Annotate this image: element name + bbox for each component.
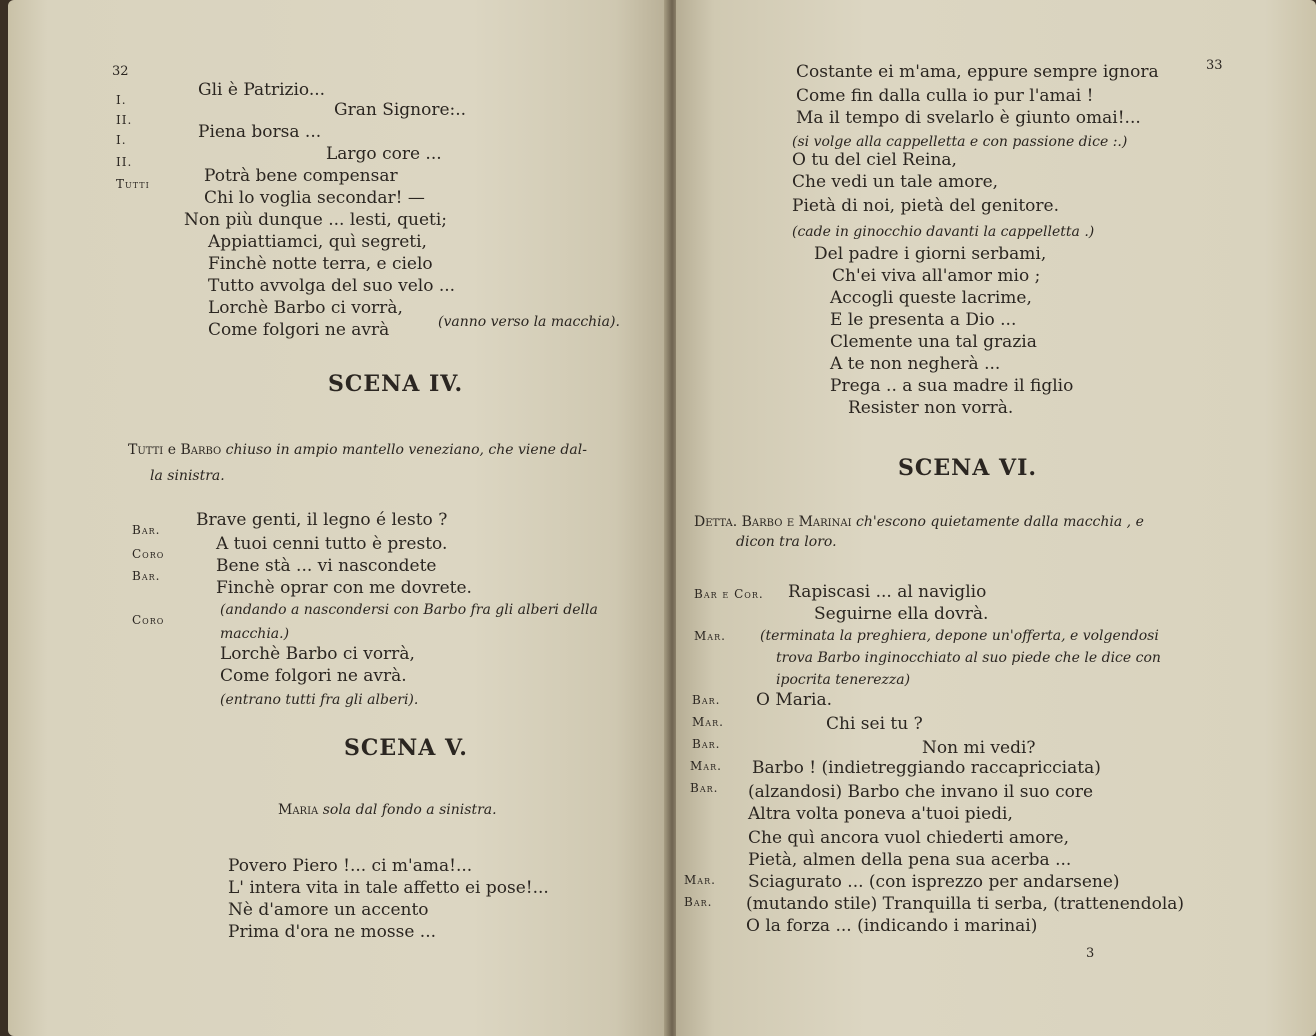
- verse-line: Ch'ei viva all'amor mio ;: [832, 266, 1041, 286]
- speaker-label: Tutti: [116, 177, 150, 191]
- stage-direction: macchia.): [220, 626, 290, 642]
- stage-direction: (si volge alla cappelletta e con passione dice :.): [792, 134, 1128, 150]
- stage-direction: (entrano tutti fra gli alberi).: [220, 692, 419, 708]
- verse-line: O Maria.: [756, 690, 832, 710]
- verse-line: A te non negherà ...: [830, 354, 1001, 374]
- scene-title: SCENA VI.: [898, 455, 1038, 481]
- speaker-label: II.: [116, 155, 133, 169]
- page-number: 32: [112, 64, 129, 79]
- speaker-label: I.: [116, 93, 127, 107]
- verse-line: E le presenta a Dio ...: [830, 310, 1017, 330]
- stage-direction: (andando a nascondersi con Barbo fra gli alberi della: [220, 602, 598, 618]
- verse-line: Prega .. a sua madre il figlio: [830, 376, 1074, 396]
- verse-line: L' intera vita in tale affetto ei pose!...: [228, 878, 549, 898]
- verse-line: A tuoi cenni tutto è presto.: [216, 534, 448, 554]
- scene-title: SCENA IV.: [328, 371, 464, 397]
- speaker-label: Bar.: [692, 737, 721, 751]
- speaker-label: Coro: [132, 547, 165, 561]
- verse-line: Finchè oprar con me dovrete.: [216, 578, 472, 598]
- verse-line: Povero Piero !... ci m'ama!...: [228, 856, 473, 876]
- verse-line: Piena borsa ...: [198, 122, 322, 142]
- intro-caps: Detta. Barbo e Marinai: [694, 514, 852, 530]
- verse-line: Costante ei m'ama, eppure sempre ignora: [796, 62, 1159, 82]
- intro-caps: Barbo: [180, 442, 222, 458]
- speaker-label: Mar.: [684, 873, 716, 887]
- verse-line: Finchè notte terra, e cielo: [208, 254, 433, 274]
- intro-text: chiuso in ampio mantello veneziano, che viene dal-: [225, 442, 587, 458]
- verse-line: Lorchè Barbo ci vorrà,: [208, 298, 403, 318]
- intro-caps: Maria: [278, 802, 319, 818]
- verse-line: Appiattiamci, quì segreti,: [208, 232, 427, 252]
- scene-intro: [694, 512, 1144, 532]
- verse-line: Ma il tempo di svelarlo è giunto omai!...: [796, 108, 1141, 128]
- speaker-label: Bar.: [684, 895, 713, 909]
- verse-line: Altra volta poneva a'tuoi piedi,: [748, 804, 1013, 824]
- signature-mark: 3: [1086, 946, 1095, 961]
- stage-direction: ipocrita tenerezza): [776, 672, 911, 688]
- verse-line: Chi lo voglia secondar! —: [204, 188, 425, 208]
- speaker-label: Mar.: [692, 715, 724, 729]
- verse-line: (mutando stile) Tranquilla ti serba, (trattenendola): [746, 894, 1185, 914]
- verse-line: Del padre i giorni serbami,: [814, 244, 1047, 264]
- verse-line: O tu del ciel Reina,: [792, 150, 957, 170]
- verse-line: Barbo ! (indietreggiando raccapricciata): [752, 758, 1101, 778]
- left-page: [8, 0, 668, 1036]
- verse-line: Rapiscasi ... al naviglio: [788, 582, 987, 602]
- speaker-label: I.: [116, 133, 127, 147]
- speaker-label: Bar.: [690, 781, 719, 795]
- verse-line: Che vedi un tale amore,: [792, 172, 999, 192]
- intro-text: la sinistra.: [150, 468, 225, 484]
- stage-direction: trova Barbo inginocchiato al suo piede che le dice con: [776, 650, 1161, 666]
- verse-line: (alzandosi) Barbo che invano il suo core: [748, 782, 1094, 802]
- speaker-label: Bar.: [132, 523, 161, 537]
- verse-line: Pietà, almen della pena sua acerba ...: [748, 850, 1072, 870]
- verse-line: Non mi vedi?: [922, 738, 1036, 758]
- verse-line: Gran Signore:..: [334, 100, 467, 120]
- verse-line: Resister non vorrà.: [848, 398, 1014, 418]
- stage-direction: (cade in ginocchio davanti la cappelletta .): [792, 224, 1095, 240]
- verse-line: Chi sei tu ?: [826, 714, 923, 734]
- verse-line: Pietà di noi, pietà del genitore.: [792, 196, 1059, 216]
- scene-intro: Tutti e Barbo chiuso in ampio mantello veneziano, che viene dal-: [128, 442, 587, 458]
- scene-title: SCENA V.: [344, 735, 468, 761]
- verse-line: Non più dunque ... lesti, queti;: [184, 210, 448, 230]
- verse-line: Come folgori ne avrà.: [220, 666, 407, 686]
- stage-direction: (vanno verso la macchia).: [438, 314, 620, 330]
- verse-line: Nè d'amore un accento: [228, 900, 429, 920]
- verse-line: Clemente una tal grazia: [830, 332, 1037, 352]
- speaker-label: Coro: [132, 613, 165, 627]
- verse-line: Accogli queste lacrime,: [830, 288, 1032, 308]
- page-number: 33: [1206, 58, 1223, 73]
- verse-line: Seguirne ella dovrà.: [814, 604, 989, 624]
- speaker-label: Bar e Cor.: [694, 587, 764, 601]
- verse-line: Lorchè Barbo ci vorrà,: [220, 644, 415, 664]
- speaker-label: Bar.: [692, 693, 721, 707]
- speaker-label: II.: [116, 113, 133, 127]
- verse-line: O la forza ... (indicando i marinai): [746, 916, 1038, 936]
- verse-line: Che quì ancora vuol chiederti amore,: [748, 828, 1070, 848]
- verse-line: Potrà bene compensar: [204, 166, 398, 186]
- verse-line: Come fin dalla culla io pur l'amai !: [796, 86, 1094, 106]
- verse-line: Bene stà ... vi nascondete: [216, 556, 437, 576]
- verse-line: Brave genti, il legno é lesto ?: [196, 510, 448, 530]
- speaker-label: Mar.: [694, 629, 726, 643]
- intro-text: dicon tra loro.: [736, 534, 837, 550]
- verse-line: Gli è Patrizio...: [198, 80, 326, 100]
- intro-text: sola dal fondo a sinistra.: [322, 802, 497, 818]
- verse-line: Prima d'ora ne mosse ...: [228, 922, 437, 942]
- intro-text: ch'escono quietamente dalla macchia , e: [856, 514, 1144, 530]
- verse-line: Sciagurato ... (con isprezzo per andarsene): [748, 872, 1120, 892]
- intro-caps: Tutti: [128, 442, 164, 458]
- verse-line: Largo core ...: [326, 144, 442, 164]
- speaker-label: Mar.: [690, 759, 722, 773]
- scene-intro: [278, 800, 497, 820]
- verse-line: Tutto avvolga del suo velo ...: [208, 276, 456, 296]
- speaker-label: Bar.: [132, 569, 161, 583]
- stage-direction: (terminata la preghiera, depone un'offerta, e volgendosi: [760, 628, 1159, 644]
- verse-line: Come folgori ne avrà: [208, 320, 390, 340]
- right-page: [676, 0, 1316, 1036]
